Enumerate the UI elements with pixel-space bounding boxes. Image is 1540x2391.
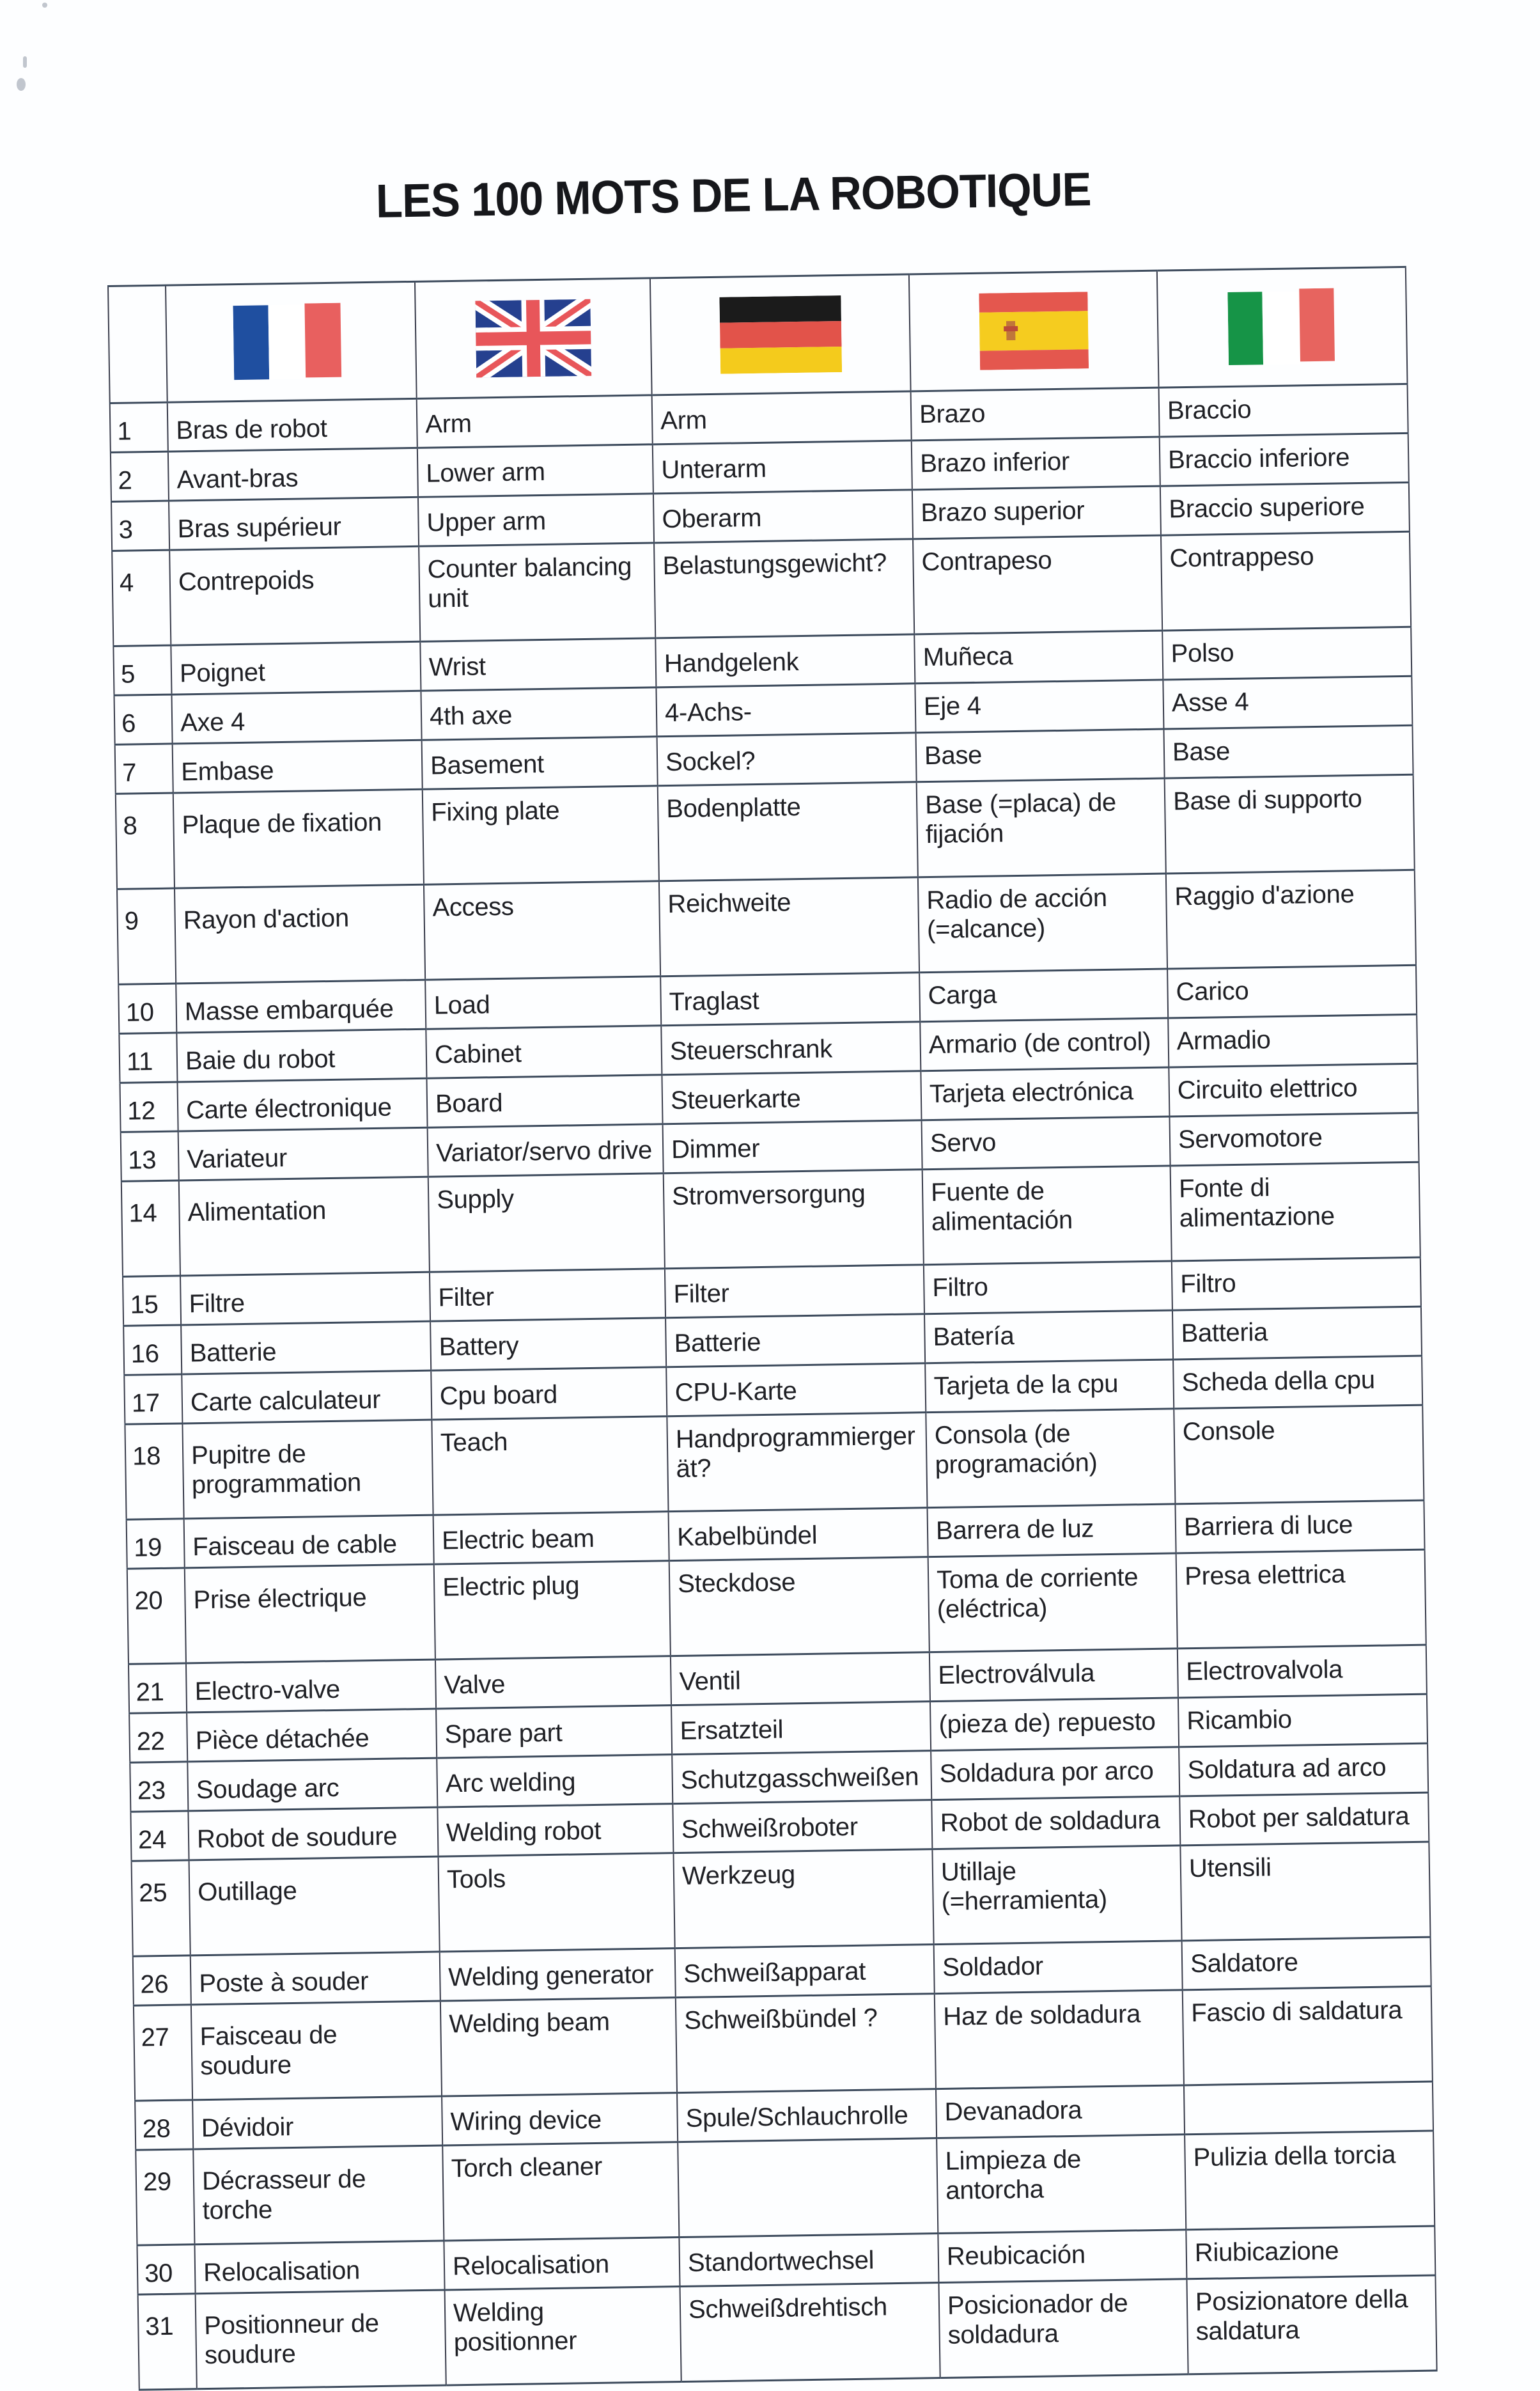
english-term: Valve [435, 1656, 671, 1709]
french-term: Carte électronique [177, 1078, 427, 1131]
french-term: Robot de soudure [188, 1807, 438, 1860]
spanish-term: Haz de soldadura [935, 1990, 1184, 2089]
german-term: CPU-Karte [666, 1363, 926, 1416]
german-term: Stromversorgung [664, 1170, 924, 1269]
vocabulary-table-wrapper [107, 266, 1436, 2391]
row-number: 30 [137, 2245, 195, 2294]
scan-speck [17, 78, 26, 91]
header-french [166, 281, 417, 402]
row-number: 21 [128, 1663, 187, 1713]
row-number: 16 [123, 1325, 182, 1375]
english-term: Welding generator [440, 1948, 676, 2001]
row-number: 18 [125, 1423, 183, 1519]
english-term: Welding robot [437, 1804, 673, 1856]
english-term: Board [426, 1075, 662, 1127]
row-number: 20 [127, 1568, 186, 1664]
french-term: Masse embarquée [176, 980, 426, 1033]
italian-term: Presa elettrica [1176, 1549, 1426, 1649]
spanish-term: Contrapeso [913, 535, 1162, 634]
german-term: Belastungsgewicht? [654, 539, 914, 638]
french-term: Plaque de fixation [173, 789, 424, 888]
italian-term: Braccio superiore [1160, 482, 1410, 535]
french-term: Bras supérieur [169, 497, 419, 550]
spanish-term: Filtro [924, 1261, 1172, 1314]
english-term: Cpu board [431, 1367, 667, 1420]
spanish-term: Reubicación [938, 2230, 1186, 2283]
german-term: 4-Achs- [656, 684, 915, 737]
row-number: 8 [116, 793, 175, 889]
header-italian [1157, 267, 1408, 388]
english-term: Upper arm [418, 494, 654, 546]
german-term: Werkzeug [673, 1849, 933, 1948]
french-term: Variateur [178, 1127, 428, 1180]
spanish-term: Batería [924, 1310, 1173, 1363]
german-term: Handprogrammierger ät? [667, 1413, 927, 1512]
german-term: Oberarm [653, 490, 913, 543]
row-number: 19 [127, 1519, 185, 1569]
english-term: Supply [428, 1173, 665, 1272]
italy-flag-icon [1227, 288, 1337, 366]
italian-term: Electrovalvola [1178, 1645, 1427, 1698]
italian-term: Scheda della cpu [1173, 1356, 1422, 1409]
german-term: Traglast [660, 973, 920, 1026]
french-term: Pupitre de programmation [182, 1420, 433, 1519]
row-number: 24 [130, 1811, 189, 1861]
italian-term: Braccio [1159, 384, 1408, 437]
german-term: Schweißbündel ? [676, 1994, 936, 2093]
italian-term: Contrappeso [1161, 531, 1411, 631]
italian-term: Ricambio [1178, 1694, 1427, 1747]
header-german [650, 274, 911, 395]
row-number: 5 [113, 645, 171, 695]
row-number: 7 [115, 744, 173, 794]
english-term: Wiring device [442, 2093, 678, 2145]
spanish-term: Radio de acción (=alcance) [918, 874, 1167, 973]
spanish-term: Armario (de control) [920, 1018, 1169, 1071]
english-term: Cabinet [426, 1026, 662, 1078]
german-term [678, 2138, 938, 2238]
german-term: Schweißroboter [673, 1800, 932, 1853]
german-term: Standortwechsel [679, 2234, 938, 2287]
italian-term: Servomotore [1169, 1113, 1419, 1166]
italian-term: Fascio di saldatura [1183, 1986, 1433, 2085]
english-term: Arc welding [437, 1755, 673, 1807]
french-term: Baie du robot [176, 1029, 426, 1082]
row-number: 2 [111, 451, 169, 501]
french-term: Avant-bras [168, 448, 418, 501]
spanish-term: Servo [922, 1117, 1171, 1170]
spanish-term: Barrera de luz [928, 1504, 1176, 1557]
english-term: 4th axe [421, 687, 657, 740]
english-term: Wrist [420, 638, 656, 691]
english-term: Teach [432, 1416, 668, 1515]
spanish-term: Soldador [934, 1941, 1183, 1994]
italian-term: Base di supporto [1165, 774, 1415, 874]
french-term: Electro-valve [186, 1659, 436, 1713]
row-number: 6 [114, 694, 173, 744]
french-term: Poignet [171, 641, 421, 694]
spanish-term: Base [916, 729, 1165, 782]
italian-term: Carico [1167, 965, 1417, 1018]
table-row [127, 1549, 1426, 1664]
table-row [132, 1842, 1431, 1956]
german-term: Steuerschrank [661, 1022, 921, 1075]
french-term: Prise électrique [185, 1564, 435, 1663]
spanish-term: Base (=placa) de fijación [917, 778, 1166, 877]
german-term: Arm [652, 391, 912, 444]
english-term: Electric beam [433, 1512, 669, 1564]
english-term: Variator/servo drive [428, 1124, 664, 1177]
italian-term: Circuito elettrico [1169, 1063, 1418, 1117]
french-term: Carte calculateur [182, 1370, 432, 1423]
french-term: Décrasseur de torche [193, 2145, 444, 2245]
spanish-term: Posicionador de soldadura [938, 2279, 1188, 2378]
english-term: Welding positionner [445, 2287, 681, 2385]
row-number: 13 [121, 1131, 179, 1181]
english-term: Lower arm [417, 444, 653, 497]
italian-term: Armadio [1168, 1014, 1417, 1067]
german-term: Batterie [665, 1314, 925, 1367]
france-flag-icon [233, 302, 349, 381]
header-english [415, 278, 652, 398]
german-term: Ventil [671, 1652, 930, 1705]
row-number: 29 [136, 2149, 194, 2245]
page-title: LES 100 MOTS DE LA ROBOTIQUE [375, 162, 1092, 228]
row-number: 26 [133, 1956, 191, 2005]
french-term: Contrepoids [169, 546, 420, 645]
spanish-term: Tarjeta electrónica [921, 1067, 1169, 1120]
french-term: Outillage [189, 1856, 440, 1956]
spanish-term: Toma de corriente (eléctrica) [928, 1553, 1178, 1652]
italian-term: Fonte di alimentazione [1171, 1162, 1420, 1261]
table-row [121, 1162, 1420, 1276]
english-term: Counter balancing unit [419, 543, 655, 641]
french-term: Embase [173, 740, 423, 793]
header-number-cell [108, 285, 167, 403]
spanish-term: Brazo [911, 388, 1160, 441]
flag-header-row [108, 267, 1407, 403]
german-term: Bodenplatte [658, 782, 918, 881]
english-term: Fixing plate [423, 786, 659, 884]
german-term: Unterarm [653, 441, 912, 494]
german-term: Reichweite [659, 877, 919, 976]
english-term: Relocalisation [444, 2238, 680, 2290]
italian-term: Polso [1162, 627, 1412, 680]
german-term: Spule/Schlauchrolle [677, 2089, 937, 2142]
german-term: Handgelenk [655, 634, 915, 687]
italian-term: Filtro [1172, 1257, 1421, 1310]
spanish-term: Fuente de alimentación [922, 1166, 1172, 1265]
row-number: 4 [112, 550, 171, 646]
french-term: Dévidoir [192, 2096, 442, 2149]
french-term: Filtre [180, 1272, 430, 1325]
header-spanish [909, 270, 1159, 391]
italian-term: Pulizia della torcia [1185, 2131, 1435, 2230]
spanish-term: Robot de soldadura [931, 1796, 1180, 1849]
spanish-term: Brazo superior [912, 486, 1161, 539]
spanish-term: Soldadura por arco [931, 1747, 1179, 1800]
vocabulary-table [107, 266, 1438, 2391]
english-term: Tools [439, 1853, 675, 1952]
row-number: 22 [129, 1713, 187, 1762]
uk-flag-icon [475, 299, 591, 378]
italian-term: Posizionatore della saldatura [1186, 2275, 1436, 2374]
row-number: 28 [135, 2100, 193, 2150]
french-term: Relocalisation [194, 2241, 444, 2294]
italian-term: Barriera di luce [1175, 1500, 1424, 1553]
table-row [134, 1986, 1433, 2101]
row-number: 31 [138, 2294, 197, 2390]
english-term: Battery [430, 1318, 666, 1370]
row-number: 15 [123, 1276, 181, 1326]
english-term: Access [424, 881, 660, 980]
french-term: Pièce détachée [187, 1709, 437, 1762]
table-row [117, 870, 1416, 984]
italian-term: Braccio inferiore [1160, 433, 1409, 486]
english-term: Load [425, 976, 661, 1029]
spanish-term: Brazo inferior [912, 437, 1160, 490]
scan-speck [23, 56, 27, 68]
french-term: Poste à souder [191, 1952, 440, 2005]
row-number: 17 [124, 1374, 182, 1424]
italian-term: Console [1174, 1405, 1424, 1504]
german-term: Schutzgasschweißen [672, 1751, 931, 1804]
spanish-term: Devanadora [936, 2085, 1185, 2138]
table-row [112, 531, 1411, 646]
row-number: 23 [130, 1762, 188, 1812]
german-term: Schweißapparat [675, 1945, 935, 1998]
italian-term: Asse 4 [1163, 676, 1412, 729]
english-term: Torch cleaner [442, 2142, 679, 2241]
spanish-term: Electroválvula [929, 1649, 1178, 1702]
french-term: Bras de robot [167, 398, 417, 451]
spanish-term: Consola (de programación) [926, 1409, 1175, 1508]
row-number: 12 [120, 1082, 178, 1132]
german-term: Kabelbündel [669, 1508, 928, 1561]
french-term: Soudage arc [187, 1758, 437, 1811]
spanish-term: Limpieza de antorcha [937, 2135, 1186, 2234]
row-number: 14 [121, 1180, 180, 1276]
italian-term [1184, 2081, 1433, 2135]
row-number: 1 [110, 402, 168, 452]
spanish-term: Tarjeta de la cpu [925, 1360, 1174, 1413]
row-number: 27 [134, 2005, 192, 2101]
english-term: Electric plug [434, 1561, 671, 1659]
german-term: Steckdose [669, 1557, 929, 1656]
english-term: Arm [417, 395, 653, 448]
germany-flag-icon [719, 295, 842, 374]
german-term: Filter [665, 1265, 924, 1318]
french-term: Faisceau de soudure [191, 2001, 442, 2100]
table-row [136, 2131, 1435, 2245]
spanish-term: Carga [919, 969, 1168, 1022]
french-term: Alimentation [179, 1177, 430, 1276]
french-term: Faisceau de cable [184, 1515, 434, 1568]
italian-term: Riubicazione [1186, 2226, 1435, 2279]
table-row [125, 1405, 1424, 1519]
spanish-term: Eje 4 [915, 680, 1163, 733]
row-number: 9 [117, 888, 176, 984]
italian-term: Saldatore [1182, 1937, 1431, 1990]
german-term: Dimmer [663, 1120, 922, 1173]
spanish-term: Utillaje (=herramienta) [932, 1846, 1181, 1945]
table-row [116, 774, 1415, 889]
german-term: Ersatzteil [671, 1702, 931, 1755]
french-term: Axe 4 [172, 691, 422, 744]
spain-flag-icon [979, 292, 1089, 370]
row-number: 25 [132, 1860, 191, 1956]
italian-term: Batteria [1172, 1306, 1422, 1360]
german-term: Sockel? [657, 733, 917, 786]
french-term: Rayon d'action [175, 884, 425, 984]
italian-term: Robot per saldatura [1179, 1792, 1429, 1846]
french-term: Positionneur de soudure [196, 2290, 446, 2389]
german-term: Steuerkarte [662, 1071, 921, 1124]
english-term: Filter [430, 1269, 665, 1321]
italian-term: Base [1163, 725, 1413, 778]
table-row [138, 2275, 1437, 2390]
italian-term: Utensili [1180, 1842, 1430, 1941]
spanish-term: (pieza de) repuesto [930, 1698, 1179, 1751]
english-term: Welding beam [440, 1998, 677, 2096]
row-number: 10 [118, 984, 176, 1033]
french-term: Batterie [181, 1321, 431, 1374]
spanish-term: Muñeca [914, 631, 1163, 684]
row-number: 3 [111, 501, 169, 551]
italian-term: Raggio d'azione [1166, 870, 1416, 969]
italian-term: Soldatura ad arco [1179, 1743, 1428, 1796]
row-number: 11 [119, 1033, 177, 1083]
scan-speck [42, 3, 47, 8]
english-term: Spare part [436, 1705, 672, 1758]
german-term: Schweißdrehtisch [680, 2283, 940, 2382]
english-term: Basement [422, 737, 658, 789]
